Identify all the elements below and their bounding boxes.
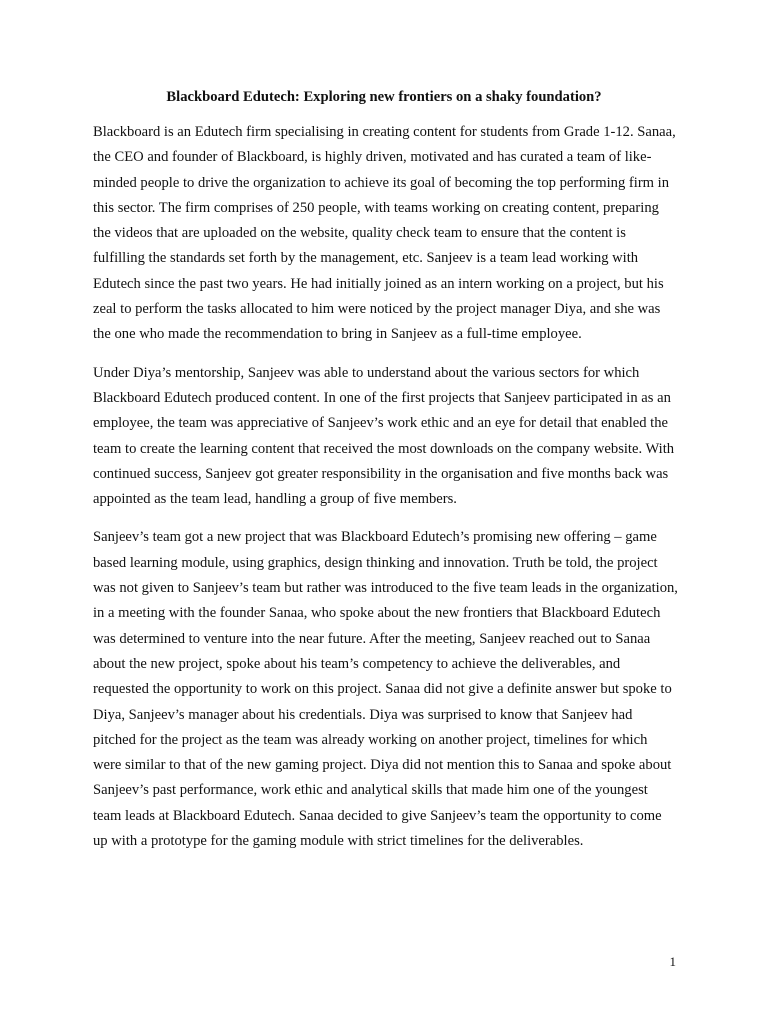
document-title: Blackboard Edutech: Exploring new frontiers on a shaky foundation? [166,89,602,105]
paragraph-2: Under Diya’s mentorship, Sanjeev was able to understand about the various sectors for which Blackboard Edutech produced content. In one of the first projects that Sanjeev participated in as an employee, the team was appreciative of Sanjeev’s work ethic and an eye for detail that enabled the team to create the learning content that received the most downloads on the company website. With continued success, Sanjeev got greater responsibility in the organisation and five months back was appointed as the team lead, handling a group of five members. [93,364,675,508]
document-body [93,120,679,867]
paragraph-3: Sanjeev’s team got a new project that was Blackboard Edutech’s promising new offering – game based learning module, using graphics, design thinking and innovation. Truth be told, the project was not given to Sanjeev’s team but rather was introduced to the five team leads in the organization, in a meeting with the founder Sanaa, who spoke about the new frontiers that Blackboard Edutech was determined to venture into the near future. After the meeting, Sanjeev reached out to Sanaa about the new project, spoke about his team’s competency to achieve the deliverables, and requested the opportunity to work on this project. Sanaa did not give a definite answer but spoke to Diya, Sanjeev’s manager about his credentials. Diya was surprised to know that Sanjeev had pitched for the project as the team was already working on another project, timelines for which were similar to that of the new gaming project. Diya did not mention this to Sanaa and spoke about Sanjeev’s past performance, work ethic and analytical skills that made him one of the youngest team leads at Blackboard Edutech. Sanaa decided to give Sanjeev’s team the opportunity to come up with a prototype for the gaming module with strict timelines for the deliverables. [93,529,678,850]
page-number: 1 [669,954,676,969]
paragraph-1: Blackboard is an Edutech firm specialising in creating content for students from Grade 1-12. Sanaa, the CEO and founder of Blackboard, is highly driven, motivated and has curated a team of like-minded people to drive the organization to achieve its goal of becoming the top performing firm in this sector. The firm comprises of 250 people, with teams working on creating content, preparing the videos that are uploaded on the website, quality check team to ensure that the content is fulfilling the standards set forth by the management, etc. Sanjeev is a team lead working with Edutech since the past two years. He had initially joined as an intern working on a project, but his zeal to perform the tasks allocated to him were noticed by the project manager Diya, and she was the one who made the recommendation to bring in Sanjeev as a full-time employee. [93,124,676,343]
